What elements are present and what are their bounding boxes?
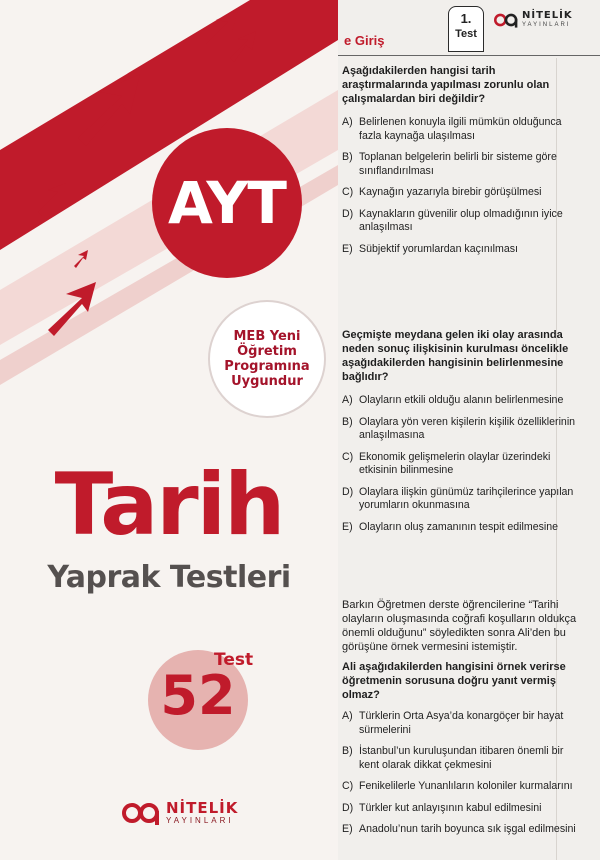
option-letter: A): [342, 394, 353, 406]
section-title: e Giriş: [344, 33, 385, 48]
answer-option[interactable]: [342, 486, 578, 513]
answer-option[interactable]: [342, 802, 578, 816]
option-letter: C): [342, 186, 354, 198]
book-title: Tarih: [54, 455, 284, 555]
question-stem: Aşağıdakilerden hangisi tarih araştırmalarında yapılması zorunlu olan çalışmalardan biri değildir?: [342, 65, 550, 105]
test-count-label: Test: [214, 650, 254, 670]
curriculum-badge: [208, 300, 326, 418]
option-letter: E): [342, 823, 353, 835]
page-publisher-subtitle: YAYINLARI: [522, 22, 571, 28]
answer-option[interactable]: [342, 151, 578, 178]
option-text: İstanbul’un kuruluşundan itibaren önemli bir kent olarak dikkat çekmesini: [359, 745, 564, 771]
answer-options: [342, 394, 578, 534]
question-3: [342, 598, 578, 845]
book-subtitle: Yaprak Testleri: [47, 560, 291, 595]
option-text: Olayların etkili olduğu alanın belirlenmesine: [359, 394, 564, 406]
exam-label: AYT: [168, 169, 286, 237]
option-text: Anadolu’nun tarih boyunca sık işgal edilmesini: [359, 823, 576, 835]
option-letter: B): [342, 745, 353, 757]
answer-option[interactable]: [342, 780, 578, 794]
curriculum-line: Programına: [224, 359, 310, 374]
answer-options: [342, 710, 578, 837]
curriculum-line: Öğretim: [237, 344, 297, 359]
question-intro: Barkın Öğretmen derste öğrencilerine “Tarihi olayların oluşmasında coğrafi koşulların oldukça önemli olduğunu” söyledikten sonra Ali’den bu görüşüne örnek vermesini istemiştir.: [342, 599, 577, 653]
option-text: Olayların oluş zamanının tespit edilmesine: [359, 520, 559, 533]
question-stem: Ali aşağıdakilerden hangisini örnek verirse öğretmenin sorusuna doğru yanıt vermiş olmaz?: [342, 661, 566, 701]
answer-option[interactable]: [342, 823, 578, 837]
option-text: Türkler kut anlayışının kabul edilmesini: [359, 801, 542, 814]
option-letter: C): [342, 780, 354, 792]
answer-option[interactable]: [342, 116, 578, 143]
option-text: Toplanan belgelerin belirli bir sisteme göre sınıflandırılması: [359, 151, 557, 177]
question-stem: Geçmişte meydana gelen iki olay arasında neden sonuç ilişkisinin kurulması öncelikle aşağıdakilerden hangisinin belirlenmesine bağlıdır?: [342, 329, 569, 383]
answer-option[interactable]: [342, 416, 578, 443]
option-text: Belirlenen konuyla ilgili mümkün olduğunca fazla kaynağa ulaşılması: [359, 116, 562, 142]
option-letter: D): [342, 207, 354, 220]
publisher-name: NİTELİK: [166, 799, 239, 817]
option-text: Türklerin Orta Asya’da konargöçer bir hayat sürmelerini: [359, 710, 564, 736]
answer-option[interactable]: [342, 243, 578, 257]
answer-option[interactable]: [342, 394, 578, 408]
publisher-logo-icon: [122, 801, 160, 825]
option-letter: D): [342, 801, 354, 814]
option-letter: B): [342, 151, 353, 163]
test-count: 52: [160, 664, 236, 727]
publisher-subtitle: YAYINLARI: [166, 816, 234, 825]
option-text: Sübjektif yorumlardan kaçınılması: [359, 242, 518, 255]
option-text: Kaynağın yazarıyla birebir görüşülmesi: [359, 186, 542, 198]
exam-badge: [152, 128, 302, 278]
option-letter: A): [342, 116, 353, 128]
option-letter: A): [342, 710, 353, 722]
curriculum-line: Uygundur: [231, 374, 303, 389]
answer-options: [342, 116, 578, 256]
option-text: Kaynakların güvenilir olup olmadığının iyice anlaşılması: [359, 207, 563, 233]
answer-option[interactable]: [342, 186, 578, 200]
option-letter: E): [342, 242, 353, 255]
page-header: [338, 0, 600, 58]
option-letter: E): [342, 520, 353, 533]
header-divider: [338, 55, 600, 56]
page-publisher-logo: [494, 10, 573, 29]
option-letter: B): [342, 415, 353, 428]
answer-option[interactable]: [342, 208, 578, 235]
answer-option[interactable]: [342, 710, 578, 737]
option-text: Olaylara ilişkin günümüz tarihçilerince yapılan yorumların okunmasına: [359, 485, 574, 511]
answer-option[interactable]: [342, 521, 578, 535]
publisher-logo-icon: [494, 12, 518, 28]
question-1: [342, 64, 578, 264]
sample-page: [338, 0, 600, 860]
test-number-label: Test: [455, 28, 477, 40]
publisher-brand: [122, 800, 238, 826]
option-text: Fenikelilerle Yunanlıların koloniler kurmalarını: [359, 780, 573, 792]
curriculum-line: MEB Yeni: [233, 329, 301, 344]
test-number: 1.: [460, 11, 472, 26]
option-letter: C): [342, 450, 354, 463]
test-number-badge: [448, 6, 484, 52]
option-text: Olaylara yön veren kişilerin kişilik özelliklerinin anlaşılmasına: [359, 415, 576, 441]
answer-option[interactable]: [342, 745, 578, 772]
option-text: Ekonomik gelişmelerin olaylar üzerindeki etkisinin bilinmesine: [359, 450, 551, 476]
answer-option[interactable]: [342, 451, 578, 478]
option-letter: D): [342, 485, 354, 498]
page-publisher-name: NİTELİK: [522, 10, 573, 21]
question-2: [342, 328, 578, 542]
